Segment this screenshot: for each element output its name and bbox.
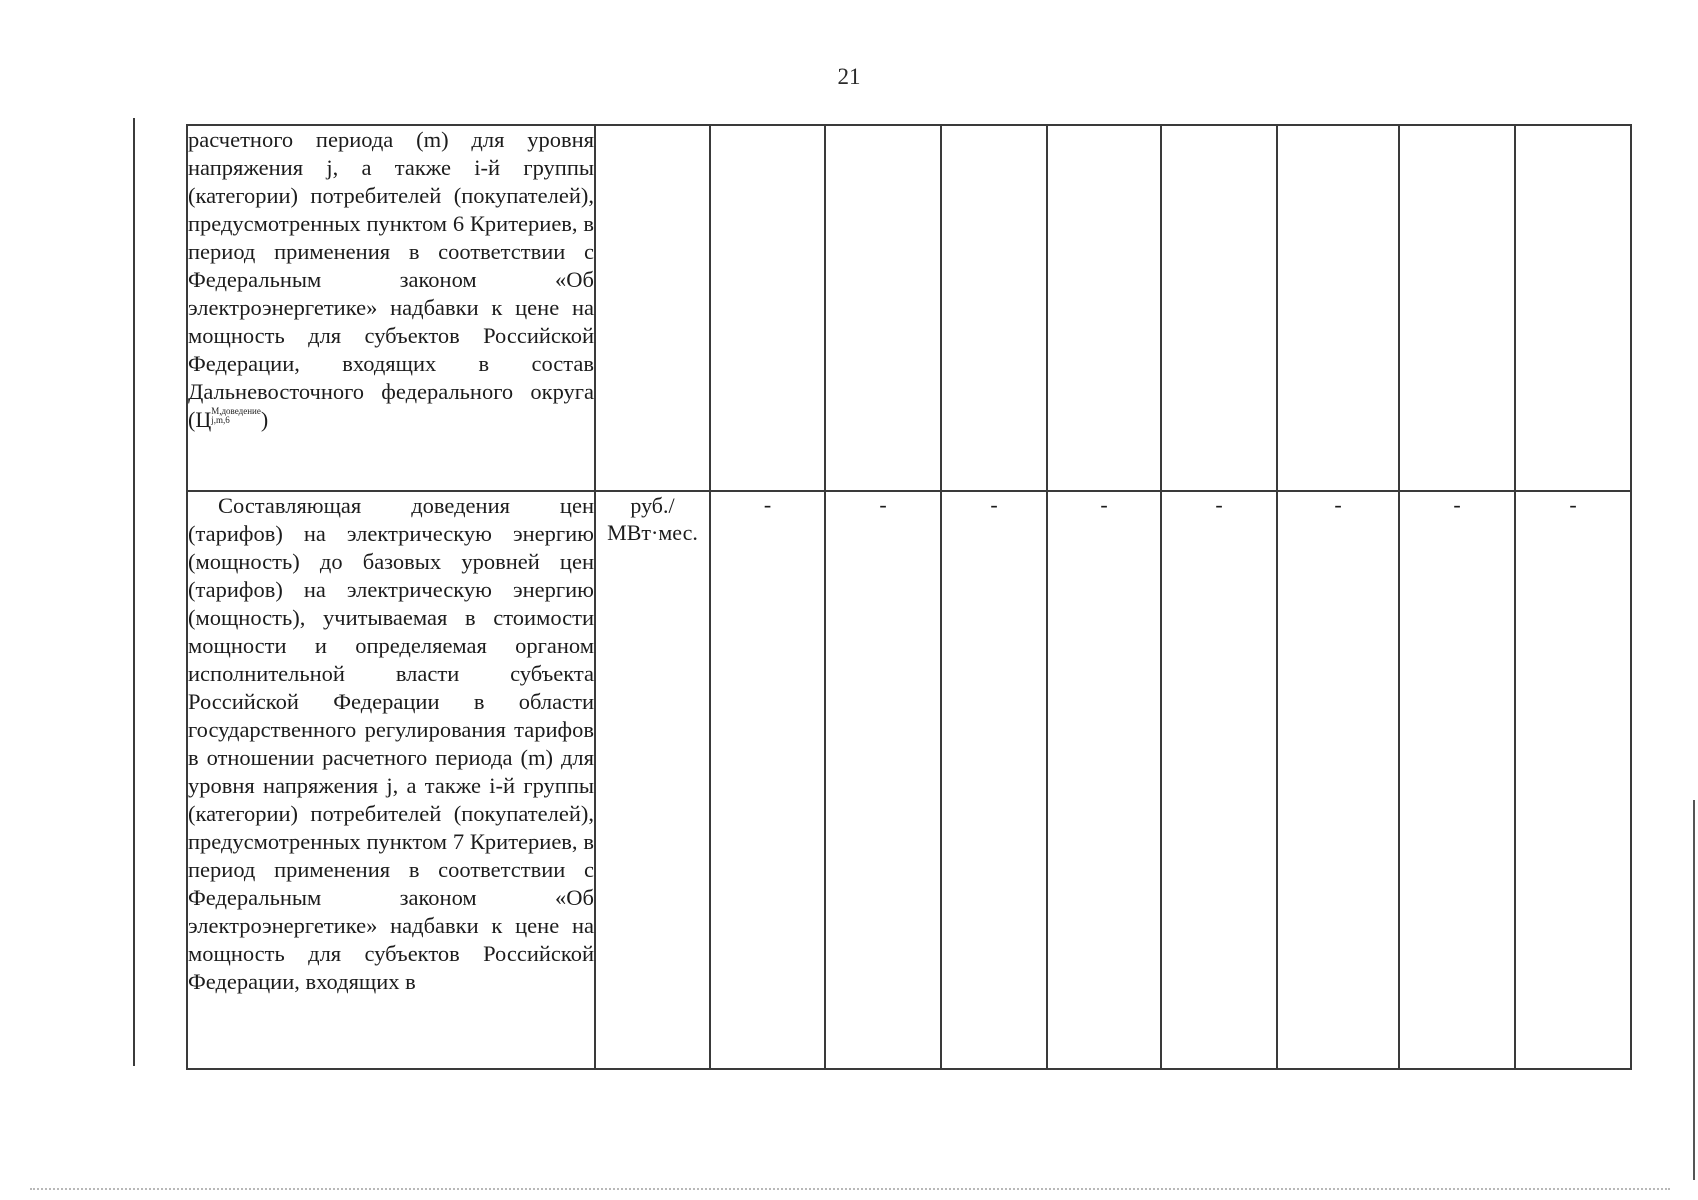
- value-cell: [1047, 125, 1161, 491]
- value-cell: [941, 125, 1047, 491]
- value-cell: -: [1399, 491, 1515, 1069]
- value-cell: -: [941, 491, 1047, 1069]
- value-cell: [1399, 125, 1515, 491]
- value-cell: -: [1047, 491, 1161, 1069]
- binding-margin-line: [133, 118, 135, 1066]
- table-row: [187, 125, 1631, 491]
- tariff-table: [186, 124, 1632, 1070]
- unit-cell: [595, 125, 710, 491]
- row-description: расчетного периода (m) для уровня напряжения j, а также i-й группы (категории) потребителей (покупателей), предусмотренных пунктом 6 Критериев, в период применения в соответствии с Федеральным законом «Об электроэнергетике» надбавки к цене на мощность для субъектов Российской Федерации, входящих в состав Дальневосточного федерального округа (ЦМ,доведение j,m,6 ): [188, 127, 594, 432]
- page-number: 21: [837, 64, 861, 89]
- value-cell: [1161, 125, 1277, 491]
- value-cell: [710, 125, 825, 491]
- value-cell: [1515, 125, 1631, 491]
- value-cell: -: [1277, 491, 1399, 1069]
- value-cell: [1277, 125, 1399, 491]
- value-cell: -: [825, 491, 941, 1069]
- value-cell: [825, 125, 941, 491]
- scan-edge-line: [1693, 800, 1695, 1180]
- formula-symbol: (ЦМ,доведение j,m,6 ): [188, 406, 269, 432]
- row-description-cell: [187, 491, 595, 1069]
- row-description-cell: [187, 125, 595, 491]
- value-cell: -: [1515, 491, 1631, 1069]
- value-cell: -: [1161, 491, 1277, 1069]
- unit-cell: руб./ МВт·мес.: [595, 491, 710, 1069]
- value-cell: -: [710, 491, 825, 1069]
- row-description: Составляющая доведения цен (тарифов) на электрическую энергию (мощность) до базовых уровней цен (тарифов) на электрическую энергию (мощность), учитываемая в стоимости мощности и определяемая органом исполнительной власти субъекта Российской Федерации в области государственного регулирования тарифов в отношении расчетного периода (m) для уровня напряжения j, а также i-й группы (категории) потребителей (покупателей), предусмотренных пунктом 7 Критериев, в период применения в соответствии с Федеральным законом «Об электроэнергетике» надбавки к цене на мощность для субъектов Российской Федерации, входящих в: [188, 493, 594, 994]
- table-row: [187, 491, 1631, 1069]
- scan-noise-line: [30, 1188, 1670, 1190]
